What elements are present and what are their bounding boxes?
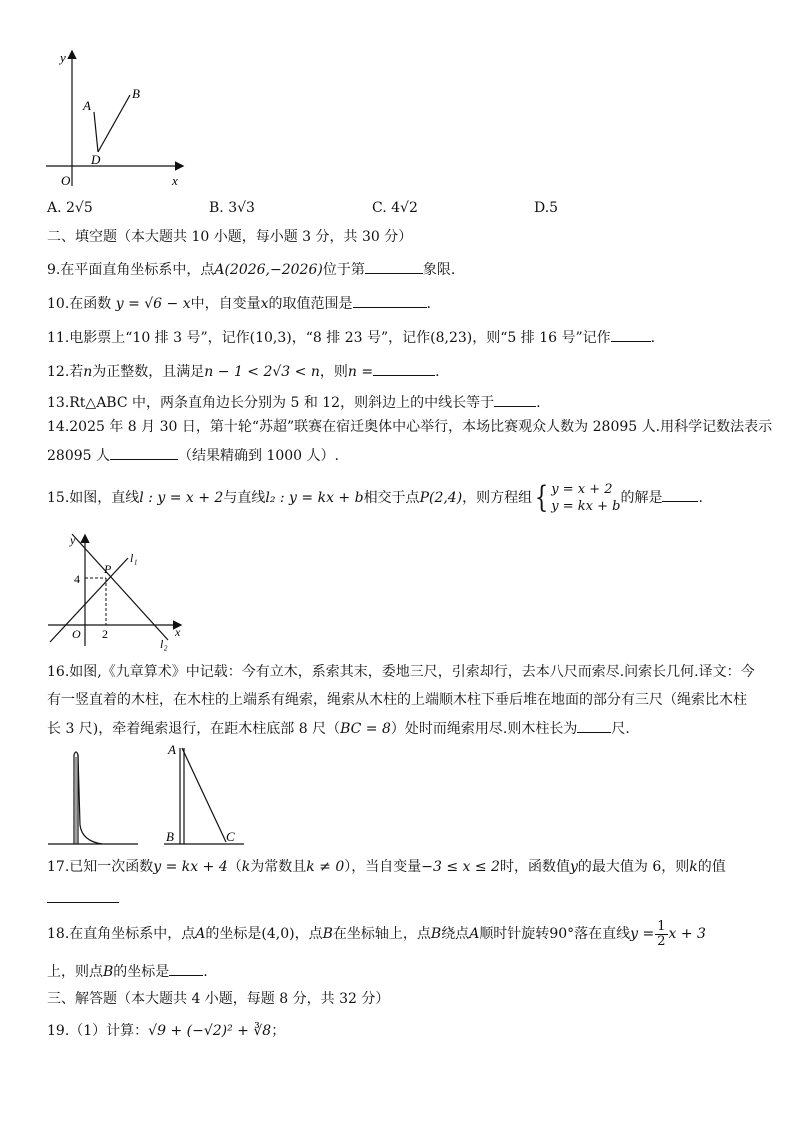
section2-heading: 二、填空题（本大题共 10 小题，每小题 3 分，共 30 分） (47, 229, 413, 245)
rope-curve (78, 755, 102, 844)
q15-mid2: 相交于点 (363, 490, 420, 506)
q18-a2: A (469, 926, 480, 942)
q10-post: 的取值范围是 (268, 296, 353, 312)
option-a[interactable]: A. 2√5 (47, 200, 93, 216)
q15-pre: 15.如图，直线 (47, 490, 140, 506)
q15-p: P(2,4) (419, 490, 463, 506)
q15-l1: l : y = x + 2 (139, 490, 224, 506)
q11-p1: (10,3) (249, 330, 292, 346)
label-x: x (172, 173, 178, 188)
q18-line2-post: 的坐标是 (113, 964, 170, 980)
option-b[interactable]: B. 3√3 (209, 200, 255, 216)
line-l1 (50, 558, 128, 642)
q11-p2: (8,23) (430, 330, 473, 346)
q9-post: 象限. (422, 262, 456, 278)
q15-blank[interactable] (662, 487, 698, 502)
q18-b3: B (103, 964, 114, 980)
question-11: 11.电影票上“10 排 3 号”，记作(10,3)，“8 排 23 号”，记作(8,23)，则“5 排 16 号”记作 . (47, 327, 655, 347)
label-o: O (72, 627, 81, 641)
q16-figure-triangle (160, 738, 250, 846)
q17-blank[interactable] (47, 888, 119, 903)
q15-l2: l₂ : y = kx + b (265, 490, 364, 506)
q18-b: B (322, 926, 333, 942)
label-x: x (175, 625, 181, 639)
q12-n: n (83, 364, 93, 380)
label-d: D (91, 152, 101, 167)
q18-den: 2 (657, 933, 666, 949)
label-o: O (61, 173, 71, 188)
label-y: y (70, 533, 76, 547)
q17-mid3: ），当自变量 (344, 859, 422, 875)
q18-line-rest: x + 3 (668, 926, 706, 942)
option-d[interactable]: D.5 (534, 200, 559, 216)
q17-cond: k ≠ 0 (306, 859, 345, 875)
q17-k2: k (689, 859, 698, 875)
q18-mid4: 绕点 (441, 926, 470, 942)
question-16-line2: 有一竖直着的木柱，在木柱的上端系有绳索，绳索从木柱的上端顺木柱下垂后堆在地面的部分有三尺（绳索比木柱 (47, 692, 747, 708)
q16-line3-post: 尺. (611, 721, 630, 737)
q18-line-y: y = (630, 926, 655, 942)
q11-text2: ，“8 排 23 号”，记作 (291, 330, 431, 346)
q12-ans: n = (347, 364, 374, 380)
q11-text3: ，则“5 排 16 号”记作 (472, 330, 611, 346)
q18-deg: 90° (549, 926, 575, 942)
q10-mid: 中，自变量 (190, 296, 261, 312)
q18-a: A (195, 926, 206, 942)
q18-fraction (655, 920, 667, 949)
question-9 (47, 259, 455, 279)
label-a: A (168, 742, 176, 757)
q17-func: y = kx + 4 (153, 859, 228, 875)
q12-pre: 12.若 (47, 364, 84, 380)
q18-mid3: 在坐标轴上，点 (332, 926, 431, 942)
q18-mid6: 落在直线 (574, 926, 631, 942)
label-p: P (104, 562, 112, 576)
option-c[interactable]: C. 4√2 (372, 200, 418, 216)
q14-blank[interactable] (110, 445, 178, 460)
question-16-line3 (47, 718, 630, 738)
q16-figure-pole (46, 745, 142, 847)
line-l2 (72, 534, 168, 640)
q9-point: A(2026,−2026) (214, 262, 323, 278)
rope-ac (182, 748, 226, 842)
q17-mid: （ (227, 859, 242, 875)
q19-pre: 19.（1）计算： (47, 1023, 149, 1039)
q17-post: 的值 (697, 859, 726, 875)
q12-mid2: ，则 (319, 364, 348, 380)
q9-blank[interactable] (365, 259, 423, 274)
label-a: A (83, 98, 91, 113)
question-10: 10.在函数 y = √6 − x中，自变量x的取值范围是 . (47, 293, 431, 313)
question-12: 12.若n为正整数，且满足n − 1 < 2√3 < n，则n = . (47, 361, 440, 381)
question-18-line2: 上，则点B的坐标是 . (47, 961, 208, 981)
q12-ineq: n − 1 < 2√3 < n (204, 364, 320, 380)
label-c: C (226, 829, 235, 844)
q17-mid5: 的最大值为 6，则 (577, 859, 690, 875)
q10-pre: 10.在函数 (47, 296, 112, 312)
q18-pre: 18.在直角坐标系中，点 (47, 926, 196, 942)
q11-text1: 11.电影票上“10 排 3 号”，记作 (47, 330, 250, 346)
q16-line3-mid: ）处时而绳索用尽.则木柱长为 (390, 721, 578, 737)
q9-mid: 位于第 (322, 262, 365, 278)
q10-var: x (260, 296, 269, 312)
label-4: 4 (74, 572, 80, 586)
q18-mid5: 顺时针旋转 (479, 926, 550, 942)
label-l2: l₂ (160, 637, 168, 651)
label-l1: l₁ (130, 551, 138, 565)
q15-figure (44, 530, 194, 652)
q19-post: ； (271, 1023, 286, 1039)
q11-blank[interactable] (611, 327, 651, 342)
q10-func: y = √6 − x (115, 296, 191, 312)
q17-mid4: 时，函数值 (499, 859, 570, 875)
question-17 (47, 858, 726, 876)
q18-num: 1 (657, 918, 666, 934)
q16-blank[interactable] (577, 718, 611, 733)
label-b: B (166, 829, 174, 844)
q16-line3-pre: 长 3 尺)，牵着绳索退行，在距木柱底部 8 尺（ (47, 721, 341, 737)
q18-b2: B (430, 926, 442, 942)
q18-line2-pre: 上，则点 (47, 964, 103, 980)
q13-blank[interactable] (494, 392, 536, 407)
question-19 (47, 1022, 285, 1040)
q15-system (551, 481, 620, 515)
q9-pre: 9.在平面直角坐标系中，点 (47, 262, 215, 278)
q14-line2-pre: 28095 人 (47, 448, 110, 464)
q16-bc: BC = 8 (340, 721, 391, 737)
q17-range: −3 ≤ x ≤ 2 (421, 859, 500, 875)
q12-blank[interactable] (373, 361, 435, 376)
q17-mid2: 为常数且 (250, 859, 307, 875)
label-y: y (60, 50, 66, 65)
q17-pre: 17.已知一次函数 (47, 859, 154, 875)
question-14-line1: 14.2025 年 8 月 30 日，第十轮“苏超”联赛在宿迁奥体中心举行，本场比赛观众人数为 28095 人.用科学记数法表示 (47, 419, 773, 435)
q15-eq2: y = kx + b (551, 499, 621, 514)
question-16-line1: 16.如图,《九章算术》中记载：今有立木，系索其末，委地三尺，引索却行，去本八尺而索尽.问索长几何.译文：今 (47, 664, 755, 680)
q18-blank[interactable] (169, 961, 203, 976)
q13-text: 13.Rt△ABC 中，两条直角边长分别为 5 和 12，则斜边上的中线长等于 (47, 395, 495, 411)
q18-mid2: ，点 (294, 926, 323, 942)
question-18 (47, 916, 706, 952)
q15-post: 的解是 (620, 490, 663, 506)
label-b: B (132, 86, 140, 101)
q18-coord: (4,0) (261, 926, 295, 942)
q19-expr: √9 + (−√2)² + ∛8 (148, 1023, 272, 1039)
segment-db (98, 95, 130, 152)
question-14-line2 (47, 445, 339, 465)
q12-mid: 为正整数，且满足 (92, 364, 205, 380)
question-15: 15.如图，直线l : y = x + 2与直线l₂ : y = kx + b相交于点P(2,4)，则方程组{ y = x + 2 y = kx + b 的解是 . (47, 480, 703, 515)
q15-mid: 与直线 (223, 490, 266, 506)
q15-mid3: ，则方程组 (462, 490, 533, 506)
q15-brace: { (535, 480, 549, 515)
q14-line2-post: （结果精确到 1000 人）. (178, 448, 339, 464)
label-2: 2 (102, 627, 108, 641)
segment-ad (94, 112, 98, 152)
q18-mid: 的坐标是 (205, 926, 262, 942)
q10-blank[interactable] (353, 293, 427, 308)
q8-figure (40, 40, 200, 190)
section3-heading: 三、解答题（本大题共 4 小题，每题 8 分，共 32 分） (47, 991, 390, 1007)
q15-eq1: y = x + 2 (551, 482, 613, 497)
q17-k: k (241, 859, 251, 875)
q17-y: y (569, 859, 578, 875)
question-17-blank-line (47, 888, 119, 908)
question-13: 13.Rt△ABC 中，两条直角边长分别为 5 和 12，则斜边上的中线长等于 . (47, 392, 541, 412)
